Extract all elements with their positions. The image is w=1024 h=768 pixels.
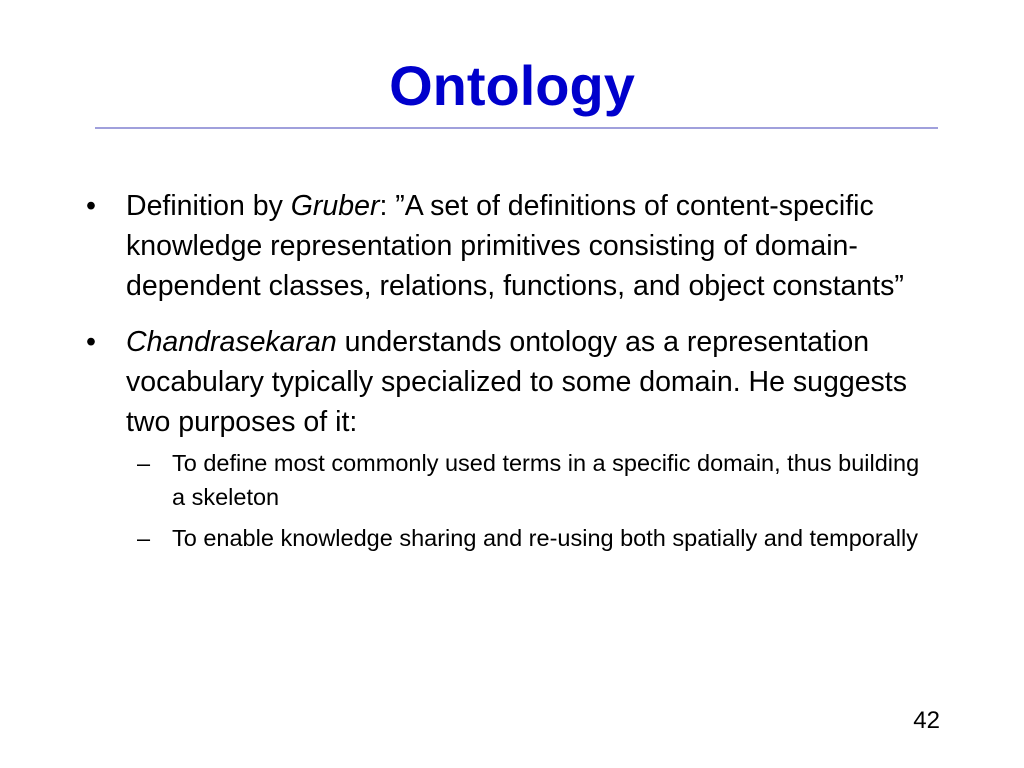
bullet-item-gruber-definition (86, 186, 926, 306)
title-divider (95, 127, 938, 129)
sub-bullet-list (86, 446, 926, 555)
bullet-text-description: understands ontology as a representation vocabulary typically specialized to some domain. He suggests two purposes of it: (126, 326, 907, 438)
sub-bullet-marker: – (137, 450, 151, 476)
sub-bullet-marker: – (137, 525, 151, 551)
bullet-text-prefix: Definition by (126, 190, 291, 222)
sub-bullet-knowledge-sharing (86, 521, 926, 555)
bullet-item-chandrasekaran (86, 322, 926, 442)
slide-title: Ontology (389, 54, 635, 117)
page-number: 42 (913, 707, 940, 734)
bullet-marker: • (86, 190, 96, 222)
author-name-chandrasekaran: Chandrasekaran (126, 326, 337, 358)
slide-body (86, 186, 926, 562)
sub-bullet-text: To define most commonly used terms in a specific domain, thus building a skeleton (172, 450, 920, 510)
sub-bullet-define-terms (86, 446, 926, 514)
bullet-text-definition: : ”A set of definitions of content-specific knowledge representation primitives consisting of domain-dependent classes, relations, functions, and object constants” (126, 190, 904, 302)
author-name-gruber: Gruber (290, 190, 380, 222)
bullet-marker: • (86, 326, 96, 358)
sub-bullet-text: To enable knowledge sharing and re-using both spatially and temporally (172, 525, 918, 551)
